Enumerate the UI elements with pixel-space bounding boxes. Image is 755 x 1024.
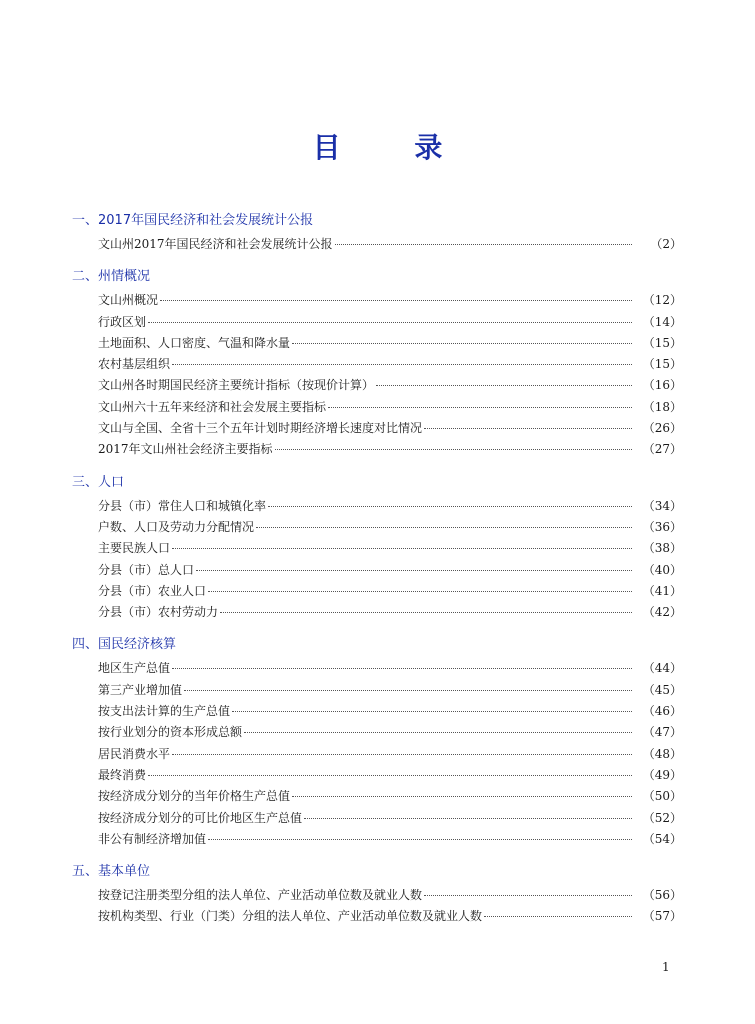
dot-leader (376, 385, 632, 386)
toc-entry-page: （45） (642, 682, 682, 697)
toc-entry[interactable] (98, 397, 682, 418)
toc-entry-page: （36） (642, 519, 682, 534)
toc-entry-page: （15） (642, 357, 682, 372)
toc-entry-page: （47） (642, 725, 682, 740)
dot-leader (232, 711, 632, 712)
toc-entry[interactable] (98, 602, 682, 623)
page-number: 1 (662, 960, 670, 974)
toc-section (72, 863, 682, 928)
toc-entry[interactable] (98, 701, 682, 722)
toc-entry-title: 按行业划分的资本形成总额 (98, 725, 243, 740)
toc-entry[interactable] (98, 885, 682, 906)
dot-leader (184, 690, 632, 691)
toc-entry[interactable] (98, 722, 682, 743)
toc-entry[interactable] (98, 744, 682, 765)
toc-entry-page: （18） (642, 399, 682, 414)
dot-leader (484, 916, 632, 917)
toc-entry-title: 分县（市）常住人口和城镇化率 (98, 498, 267, 513)
dot-leader (148, 775, 632, 776)
toc-entry-page: （57） (642, 909, 682, 924)
toc-entry-title: 非公有制经济增加值 (98, 831, 207, 846)
page-title: 目 录 (312, 131, 475, 164)
toc-entry-title: 分县（市）农业人口 (98, 583, 207, 598)
toc-entry-page: （48） (642, 746, 682, 761)
toc-entry-page: （42） (642, 605, 682, 620)
toc-entry-page: （52） (642, 810, 682, 825)
toc-entry-page: （2） (650, 237, 682, 251)
toc-entry[interactable] (98, 680, 682, 701)
toc-entry-title: 文山州2017年国民经济和社会发展统计公报 (98, 237, 333, 251)
toc-entry-title: 文山州各时期国民经济主要统计指标（按现价计算） (98, 378, 375, 393)
dot-leader (172, 754, 632, 755)
toc-entry-page: （16） (642, 378, 682, 393)
dot-leader (328, 407, 632, 408)
toc-entry[interactable] (98, 312, 682, 333)
toc-section-heading[interactable]: 四、国民经济核算 (72, 637, 177, 653)
dot-leader (172, 548, 632, 549)
toc-entry-page: （54） (642, 831, 682, 846)
toc-entry-title: 文山州六十五年来经济和社会发展主要指标 (98, 399, 327, 414)
toc-entry-page: （14） (642, 314, 682, 329)
toc-entry-title: 土地面积、人口密度、气温和降水量 (98, 335, 291, 350)
dot-leader (172, 668, 632, 669)
dot-leader (304, 818, 632, 819)
toc-entry-page: （44） (642, 661, 682, 676)
dot-leader (160, 300, 632, 301)
toc-entry-title: 文山与全国、全省十三个五年计划时期经济增长速度对比情况 (98, 421, 423, 436)
toc-section (72, 474, 682, 624)
dot-leader (256, 527, 632, 528)
toc-entry[interactable] (98, 517, 682, 538)
toc-entry-title: 按经济成分划分的当年价格生产总值 (98, 789, 291, 804)
dot-leader (208, 839, 632, 840)
dot-leader (424, 428, 632, 429)
toc-entry[interactable] (98, 786, 682, 807)
dot-leader (196, 570, 632, 571)
toc-entry-title: 第三产业增加值 (98, 682, 183, 697)
toc-entry-title: 按经济成分划分的可比价地区生产总值 (98, 810, 303, 825)
toc-entry-title: 最终消费 (98, 767, 147, 782)
toc-entry-title: 地区生产总值 (98, 661, 171, 676)
dot-leader (220, 612, 632, 613)
toc-section-heading[interactable]: 五、基本单位 (72, 864, 151, 880)
toc-entry[interactable] (98, 439, 682, 460)
toc-entry-page: （50） (642, 789, 682, 804)
toc-entry[interactable] (98, 538, 682, 559)
toc-section (72, 212, 682, 255)
dot-leader (335, 244, 632, 245)
toc-entry-title: 主要民族人口 (98, 541, 171, 556)
toc-entry-page: （49） (642, 767, 682, 782)
toc-entry[interactable] (98, 290, 682, 311)
toc-entry-title: 行政区划 (98, 314, 147, 329)
toc-entry[interactable] (98, 354, 682, 375)
toc-entry-page: （12） (642, 293, 682, 308)
toc-section-heading[interactable]: 一、2017年国民经济和社会发展统计公报 (72, 213, 314, 228)
dot-leader (268, 506, 632, 507)
dot-leader (244, 732, 632, 733)
toc-entry-page: （26） (642, 421, 682, 436)
toc-entry-page: （34） (642, 498, 682, 513)
toc-entry-page: （15） (642, 335, 682, 350)
toc-section (72, 268, 682, 460)
toc-entry-title: 2017年文山州社会经济主要指标 (98, 442, 273, 457)
toc-entry-title: 文山州概况 (98, 293, 159, 308)
toc-entry-title: 户数、人口及劳动力分配情况 (98, 519, 255, 534)
toc-section (72, 636, 682, 850)
toc-entry[interactable] (98, 829, 682, 850)
toc-entry-title: 分县（市）总人口 (98, 562, 195, 577)
toc-entry-title: 分县（市）农村劳动力 (98, 605, 219, 620)
toc-entry[interactable] (98, 418, 682, 439)
toc-entry-title: 农村基层组织 (98, 357, 171, 372)
toc-entry-page: （46） (642, 704, 682, 719)
dot-leader (292, 796, 632, 797)
toc-entry[interactable] (98, 375, 682, 396)
toc-entry-page: （41） (642, 583, 682, 598)
toc-entry[interactable] (98, 658, 682, 679)
toc-entry[interactable] (98, 808, 682, 829)
toc-entry-title: 按支出法计算的生产总值 (98, 704, 231, 719)
toc-section-heading[interactable]: 二、州情概况 (72, 269, 151, 285)
dot-leader (292, 343, 632, 344)
toc-entry[interactable] (98, 581, 682, 602)
toc-entry-page: （38） (642, 541, 682, 556)
toc-entry-page: （40） (642, 562, 682, 577)
toc-entry-title: 按机构类型、行业（门类）分组的法人单位、产业活动单位数及就业人数 (98, 909, 483, 924)
toc-entry-title: 居民消费水平 (98, 746, 171, 761)
toc-entry[interactable] (98, 560, 682, 581)
toc-entry-page: （27） (642, 442, 682, 457)
toc-entry[interactable] (98, 906, 682, 927)
toc-entry[interactable] (98, 765, 682, 786)
dot-leader (208, 591, 632, 592)
dot-leader (172, 364, 632, 365)
dot-leader (148, 322, 632, 323)
dot-leader (275, 449, 632, 450)
toc-entry[interactable] (98, 333, 682, 354)
toc-entry-page: （56） (642, 888, 682, 903)
dot-leader (424, 895, 632, 896)
toc-entry-title: 按登记注册类型分组的法人单位、产业活动单位数及就业人数 (98, 888, 423, 903)
toc-section-heading[interactable]: 三、人口 (72, 474, 125, 490)
table-of-contents (72, 212, 682, 941)
toc-entry[interactable] (98, 496, 682, 517)
toc-entry[interactable] (98, 234, 682, 255)
